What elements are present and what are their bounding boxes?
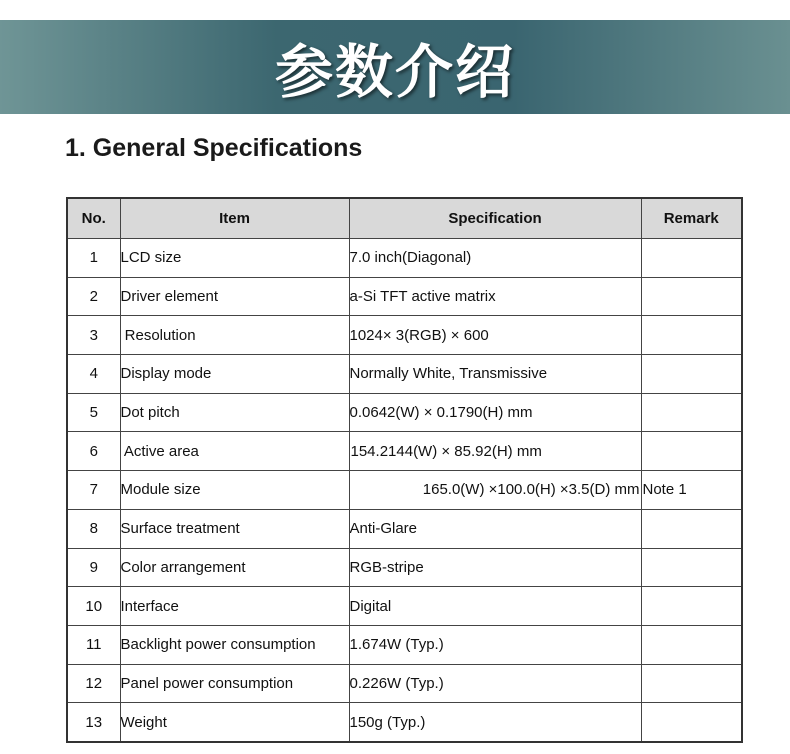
row-specification: 7.0 inch(Diagonal)	[349, 239, 641, 278]
table-row	[67, 355, 742, 394]
table-row	[67, 509, 742, 548]
row-specification: 154.2144(W) × 85.92(H) mm	[349, 432, 641, 471]
row-remark	[641, 664, 742, 703]
row-item: Backlight power consumption	[120, 625, 349, 664]
table-row	[67, 239, 742, 278]
row-remark	[641, 393, 742, 432]
row-number: 5	[67, 393, 120, 432]
table-row	[67, 587, 742, 626]
banner-title: 参数介绍	[274, 38, 515, 106]
table-row	[67, 548, 742, 587]
row-specification: 1024× 3(RGB) × 600	[349, 316, 641, 355]
row-specification: a-Si TFT active matrix	[349, 277, 641, 316]
table-row	[67, 625, 742, 664]
row-number: 1	[67, 239, 120, 278]
row-specification: 150g (Typ.)	[349, 703, 641, 742]
row-specification: 1.674W (Typ.)	[349, 625, 641, 664]
header-no: No.	[67, 198, 120, 239]
specifications-table	[66, 197, 743, 743]
row-specification: 165.0(W) ×100.0(H) ×3.5(D) mm	[349, 471, 641, 510]
row-number: 13	[67, 703, 120, 742]
row-item: Display mode	[120, 355, 349, 394]
table-row	[67, 393, 742, 432]
row-specification: Normally White, Transmissive	[349, 355, 641, 394]
row-number: 4	[67, 355, 120, 394]
header-remark: Remark	[641, 198, 742, 239]
row-item: Panel power consumption	[120, 664, 349, 703]
row-specification: Anti-Glare	[349, 509, 641, 548]
row-remark	[641, 587, 742, 626]
row-remark	[641, 548, 742, 587]
row-number: 10	[67, 587, 120, 626]
section-heading: 1. General Specifications	[65, 134, 363, 162]
row-item: Driver element	[120, 277, 349, 316]
row-remark	[641, 509, 742, 548]
row-number: 7	[67, 471, 120, 510]
title-banner	[0, 20, 790, 114]
row-specification: 0.0642(W) × 0.1790(H) mm	[349, 393, 641, 432]
row-remark	[641, 432, 742, 471]
row-remark	[641, 625, 742, 664]
table-row	[67, 277, 742, 316]
row-number: 6	[67, 432, 120, 471]
row-item: LCD size	[120, 239, 349, 278]
table-row	[67, 703, 742, 742]
table-row	[67, 316, 742, 355]
row-number: 12	[67, 664, 120, 703]
row-item: Resolution	[120, 316, 349, 355]
header-item: Item	[120, 198, 349, 239]
row-item: Active area	[120, 432, 349, 471]
row-item: Interface	[120, 587, 349, 626]
row-remark: Note 1	[641, 471, 742, 510]
row-item: Color arrangement	[120, 548, 349, 587]
table-row	[67, 471, 742, 510]
row-remark	[641, 355, 742, 394]
row-item: Surface treatment	[120, 509, 349, 548]
row-item: Module size	[120, 471, 349, 510]
header-specification: Specification	[349, 198, 641, 239]
row-remark	[641, 703, 742, 742]
row-item: Weight	[120, 703, 349, 742]
row-remark	[641, 239, 742, 278]
table-header-row	[67, 198, 742, 239]
table-row	[67, 664, 742, 703]
row-item: Dot pitch	[120, 393, 349, 432]
row-remark	[641, 316, 742, 355]
row-remark	[641, 277, 742, 316]
row-number: 3	[67, 316, 120, 355]
table-row	[67, 432, 742, 471]
row-number: 2	[67, 277, 120, 316]
row-number: 9	[67, 548, 120, 587]
row-specification: RGB-stripe	[349, 548, 641, 587]
row-number: 8	[67, 509, 120, 548]
row-specification: 0.226W (Typ.)	[349, 664, 641, 703]
row-specification: Digital	[349, 587, 641, 626]
row-number: 11	[67, 625, 120, 664]
